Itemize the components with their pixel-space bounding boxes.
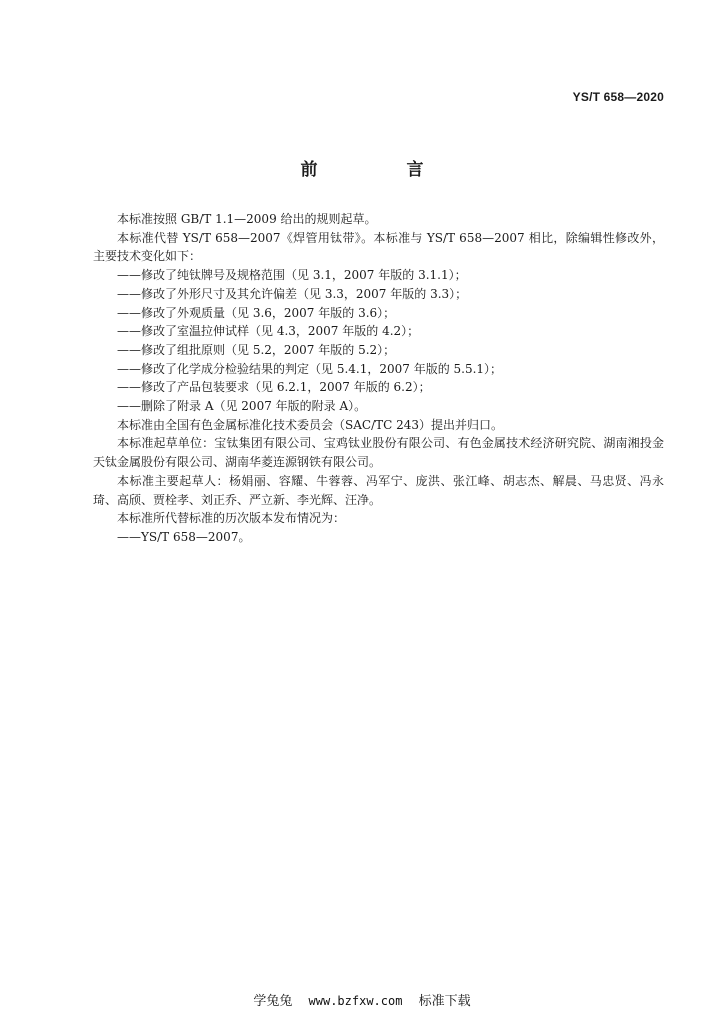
paragraph-proposer: 本标准由全国有色金属标准化技术委员会（SAC/TC 243）提出并归口。 [117,417,504,432]
list-item-change: ——修改了外形尺寸及其允许偏差（见 3.3，2007 年版的 3.3）； [117,286,468,301]
foreword-body [93,210,664,547]
footer-url[interactable]: www.bzfxw.com [308,994,403,1008]
paragraph-drafting-units: 本标准起草单位：宝钛集团有限公司、宝鸡钛业股份有限公司、有色金属技术经济研究院、湖南湘投金天钛金属股份有限公司、湖南华菱连源钢铁有限公司。 [93,436,664,470]
list-item-history: ——YS/T 658—2007。 [117,529,251,544]
paragraph-replacement: 本标准代替 YS/T 658—2007《焊管用钛带》。本标准与 YS/T 658—2007 相比，除编辑性修改外，主要技术变化如下： [93,230,664,264]
list-item-change: ——修改了组批原则（见 5.2，2007 年版的 5.2）； [117,342,396,357]
list-item-change: ——修改了外观质量（见 3.6，2007 年版的 3.6）； [117,305,396,320]
paragraph-history-intro: 本标准所代替标准的历次版本发布情况为： [117,511,346,526]
footer-watermark [0,990,724,1009]
footer-site-name: 学兔兔 [253,994,293,1009]
list-item-change: ——删除了附录 A（见 2007 年版的附录 A）。 [117,399,367,414]
list-item-change: ——修改了纯钛牌号及规格范围（见 3.1，2007 年版的 3.1.1）； [117,268,467,283]
list-item-change: ——修改了室温拉伸试样（见 4.3，2007 年版的 4.2）； [117,324,420,339]
standard-code: YS/T 658—2020 [572,90,664,104]
paragraph-drafting-rules: 本标准按照 GB/T 1.1—2009 给出的规则起草。 [117,212,377,226]
list-item-change: ——修改了化学成分检验结果的判定（见 5.4.1，2007 年版的 5.5.1）； [117,361,503,376]
list-item-change: ——修改了产品包装要求（见 6.2.1，2007 年版的 6.2）； [117,380,431,395]
page-title: 前 言 [300,160,460,180]
footer-tagline: 标准下载 [418,994,471,1009]
paragraph-drafters: 本标准主要起草人：杨娟丽、容耀、牛蓉蓉、冯军宁、庞洪、张江峰、胡志杰、解晨、马忠贤、冯永琦、高颀、贾栓孝、刘正乔、严立新、李光辉、汪净。 [93,473,664,507]
